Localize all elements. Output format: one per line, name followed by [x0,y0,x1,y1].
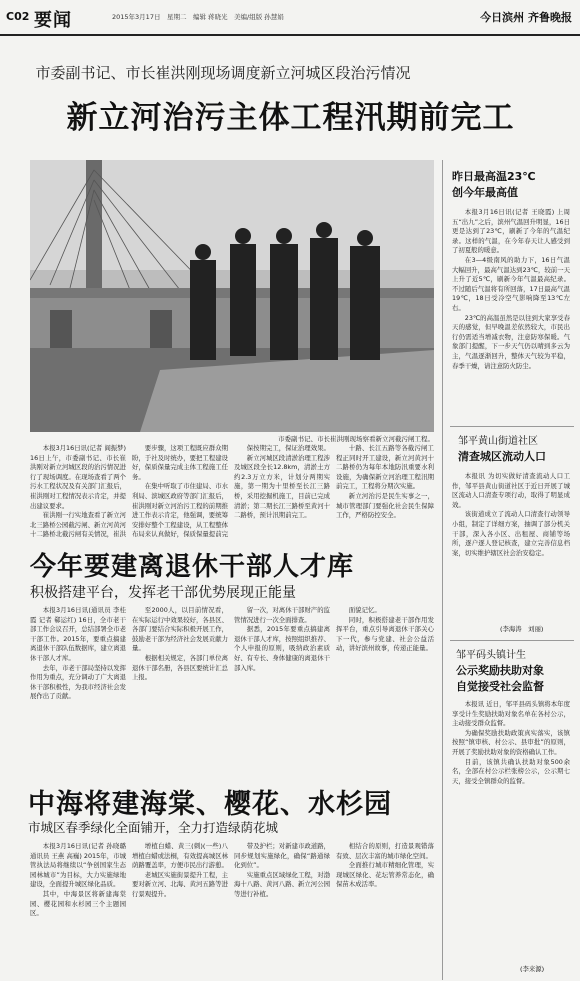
lead-paragraph: 本报3月16日讯(记者 阎振梦) 16日上午，市委副书记、市长崔洪刚对新立河城区段的治污情况进行了现场调度。在现场查看了两个污水工程状况及有关部门汇报后，崔洪刚对工程情况表示肯定，并提出建议要求。 [30,444,126,510]
lead-photo [30,160,434,432]
sidebar-separator [450,640,574,641]
green-subhead: 市城区春季绿化全面铺开，全力打造绿荫花城 [28,820,279,835]
weather-paragraph: 23℃的高温虽然是以往到大家享受春天的感觉，但早晚温差依然较大，市民出行仍需适当增减衣物，注意防寒保暖。气象部门提醒，下一步天气仍以晴到多云为主，气温逐渐回升，整体天气较为平稳，春季干燥，请注意防火防尘。 [452,313,570,370]
retire-paragraph: 根据相关规定，各部门单位离退休干部名册，各县区要统计汇总上报。 [132,653,228,682]
green-col-1 [30,842,126,974]
lead-paragraph: 保按期完工，保证治理效果。 [246,444,330,452]
bridge-scene-image [30,160,434,432]
retire-col-4 [336,606,434,768]
green-paragraph: 本报3月16日讯(记者 孙晓璐 通讯员 王燕 高巍) 2015年，市城管执法局将继续以“争创国家生态园林城市”为目标，大力实施绿地建设，全面提升城区绿化品质。 [30,842,126,889]
green-paragraph: 实施重点区域绿化工程，对渤海十八路、黄河八路、新立河公园等进行补植。 [234,870,330,898]
lead-paragraph: 新立河治污是民生实事之一，城市管理部门要强化社会民生保障工作，严格防控安全。 [336,491,434,520]
item3-body [452,700,570,960]
item2-body [452,472,570,620]
green-col-3 [234,842,330,974]
newspaper-brand: 今日滨州 齐鲁晚报 [480,11,572,24]
retire-subhead: 积极搭建平台，发挥老干部优势展现正能量 [30,585,296,601]
item3-paragraph: 为确保奖励扶助政策真实落实，该镇按照“镇审核、村公示、县审批”的原则，开展了奖励扶助对象的资格确认工作。 [452,728,570,756]
item3-byline: (李来源) [520,965,545,973]
weather-paragraph: 在3—4级南风的助力下，16日气温大幅回升，最高气温达到23℃，较前一天上升了近5℃，刷新今年气温最高纪录。不过随后气温将有所回落，17日最高气温19℃，18日受冷空气影响降至13℃左右。 [452,255,570,312]
sidebar-divider [442,160,443,980]
item3-title-2: 自觉接受社会监督 [456,680,544,693]
green-paragraph: 老城区实施街景提升工程，主要对新立河、北海、黄河五路等进行景观提升。 [132,870,228,898]
page-number: C02 [6,10,30,23]
lead-col-2 [132,444,228,540]
retire-paragraph: 同时，积极搭建老干部作用发挥平台，重点引导离退休干部关心下一代，参与党建、社会公益活动，讲好滨州故事，传递正能量。 [336,615,434,653]
retire-paragraph: 本报3月16日讯(通讯员 李桂霞 记者 郗运红) 16日，全市老干部工作会议召开，总结部署全市老干部工作。2015年，要重点搞建离退休干部队伍数据库，建立离退休干部人才库。 [30,606,126,662]
item2-paragraph: 本报讯 为切实做好清查流动人口工作，邹平县黄山街道社区于近日开展了城区流动人口清查专项行动，取得了明显成效。 [452,472,570,509]
item3-paragraph: 本报讯 近日，邹平县码头镇将本年度享受计生奖励扶助对象名单在各村公示，主动接受群众监督。 [452,700,570,728]
weather-title-1: 昨日最高温23℃ [452,170,536,183]
retire-col-2 [132,606,228,768]
weather-title-2: 创今年最高值 [452,186,518,199]
retire-paragraph: 面貌记忆。 [348,606,381,614]
weather-body [452,208,570,422]
sidebar-separator [450,426,574,427]
green-headline: 中海将建海棠、樱花、水杉园 [28,789,392,820]
section-title: 要闻 [34,10,72,31]
lead-headline: 新立河治污主体工程汛期前完工 [66,100,515,136]
lead-col-1 [30,444,126,540]
item3-kicker: 邹平码头镇计生 [456,650,526,661]
green-paragraph: 相结合的原则，打造景观错落有致、层次丰富的城市绿化空间。 [336,842,434,860]
lead-paragraph: 十路、长江五路等各截污闸工程正同时开工建设，新立河黄河十二路桥仍为每年本地防汛重要水利设施，为确保新立河治理工程汛期前完工，工程将分期次实施。 [336,444,434,491]
lead-paragraph: 在集中听取了市住建局、市水利局、滨城区政府等部门汇报后，崔洪刚对新立河治污工程的前期推进工作表示肯定，他强调，要统筹安排好整个工程建设，从工程整体布局来认真做好，保质保量提前完 [132,482,228,539]
lead-col-3 [234,444,330,540]
header-rule [0,34,580,36]
item3-title-1: 公示奖励扶助对象 [456,664,544,677]
weather-paragraph: 本报3月16日讯(记者 王晓霞) 上周五“出九”之后，滨州气温回升明显，16日更是达到了23℃，刷新了今年的气温纪录。这样的气温，在今年春天让人感受到了初夏般的暖意。 [452,208,570,255]
issue-meta: 2015年3月17日 星期二 编辑 蒋晓光 美编/组版 孙慧娟 [112,13,284,21]
page-header [0,0,580,34]
retire-paragraph: 留一次，对离休干部财产的监管情况进行一次全面排查。 [234,606,330,624]
item2-paragraph: 该街道成立了流动人口清查行动领导小组，制定了详细方案，抽调了部分机关干部，深入各小区、出租屋、商铺等场所，逐户逐人登记核查，建立完善信息档案，切实维护辖区社会治安稳定。 [452,510,570,557]
item2-byline: (李海涛 刘丽) [500,625,544,633]
retire-paragraph: 去年，市老干部局坚持以发挥作用为重点，充分调动了广大离退休干部积极性，为我市经济社会发展作出了贡献。 [30,663,126,701]
green-paragraph: 全面推行城市精细化管理，实现城区绿化、花坛管养常态化，确保苗木成活率。 [336,861,434,889]
lead-col-4 [336,444,434,540]
retire-paragraph: 至2000人，以目前情况看，在实际运行中效果较好，各县区、各部门要结合实际积极开展工作，鼓励老干部为经济社会发展贡献力量。 [132,606,228,653]
retire-col-3 [234,606,330,768]
lead-kicker: 市委副书记、市长崔洪刚现场调度新立河城区段治污情况 [35,64,411,82]
retire-col-1 [30,606,126,768]
lead-paragraph: 要步骤，这项工程既应群众期盼，于社及时统办，要把工程建设好，保质保量完成主体工程施工任务。 [132,444,228,481]
green-paragraph: 增植白蜡、黄三(刺)(一些)八增植白蜡或法桐，有效提高城区林荫路覆盖率，方便市民出行游憩。 [132,842,228,870]
item2-title: 清查城区流动人口 [458,450,546,463]
lead-paragraph: 新立河城区段清淤治理工程涉及城区段全长12.8km，清淤土方约2.3万立方米，计划分两期实施，第一期为十里桥至长江三路桥，采用挖掘机施工，目前已完成清淤；第二期长江三路桥至黄河十二路桥，预计汛期前完工。 [234,453,330,520]
green-paragraph: 其中，中海景区将新建海棠园、樱花园和水杉园三个主题园区。 [30,889,126,918]
lead-paragraph: 崔洪刚一行实地查看了新立河北三路桥公园截污闸、新立河黄河十二路桥北截污闸有关情况，崔洪 [30,511,126,539]
retire-paragraph: 据悉，2015年要重点搞建离退休干部人才库，按照组织推荐、个人申报的原则，吸纳政治素质好、有专长、身体健康的离退休干部入库。 [234,625,330,672]
retire-headline: 今年要建离退休干部人才库 [30,552,355,582]
photo-caption: 市委副书记、市长崔洪刚现场察看新立河截污闸工程。 [278,435,434,443]
green-col-4 [336,842,434,974]
item2-kicker: 邹平黄山街道社区 [458,436,538,447]
green-col-2 [132,842,228,974]
green-paragraph: 带及护栏；对新建市政道路，同步规划实施绿化，确保“路通绿化到位”。 [234,842,330,870]
item3-paragraph: 目前，该镇共确认扶助对象500余名，全部在村公示栏张榜公示，公示期七天，接受全镇群众的监督。 [452,757,570,785]
